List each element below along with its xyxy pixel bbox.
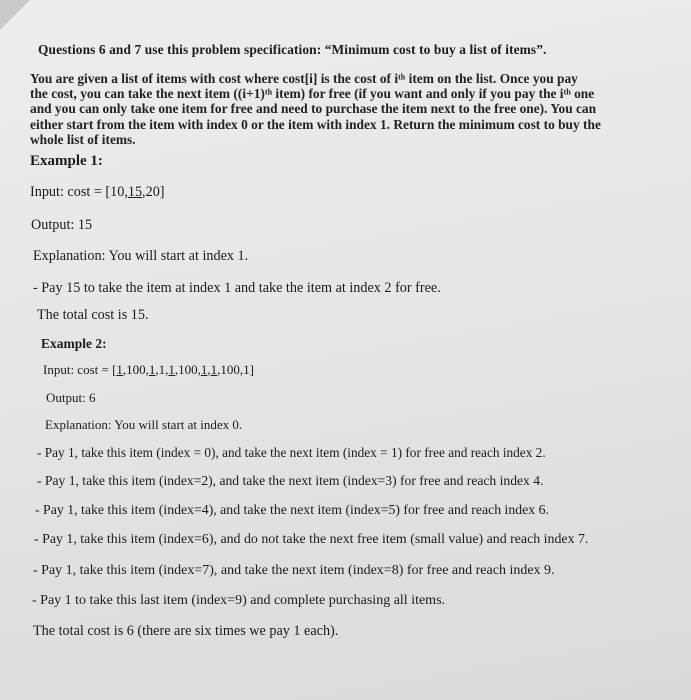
problem-line: either start from the item with index 0 or the item with index 1. Return the minimum cost to buy the: [30, 116, 601, 132]
intro-heading: Questions 6 and 7 use this problem specification: “Minimum cost to buy a list of items”.: [38, 42, 547, 57]
example1-output: Output: 15: [31, 217, 93, 233]
example1-input: Input: cost = [10,15,20]: [30, 184, 165, 200]
problem-line: whole list of items.: [30, 131, 136, 147]
example1-total: The total cost is 15.: [37, 307, 149, 323]
example2-total: The total cost is 6 (there are six times we pay 1 each).: [33, 623, 339, 639]
problem-line: and you can only take one item for free and need to purchase the item next to the free one). You can: [30, 101, 597, 117]
example1-explanation: Explanation: You will start at index 1.: [33, 248, 249, 264]
example2-step: - Pay 1 to take this last item (index=9) and complete purchasing all items.: [32, 593, 446, 608]
problem-paragraph: [30, 71, 650, 147]
page-fold-corner: [0, 0, 30, 30]
example2-output: Output: 6: [46, 390, 96, 405]
problem-line: the cost, you can take the next item ((i+1)ᵗʰ item) for free (if you want and only if you pay the iᵗʰ one: [30, 86, 595, 102]
example2-step: - Pay 1, take this item (index=7), and take the next item (index=8) for free and reach index 9.: [33, 563, 555, 578]
example2-step: - Pay 1, take this item (index=4), and take the next item (index=5) for free and reach index 6.: [35, 502, 549, 517]
example2-title: Example 2:: [41, 336, 107, 351]
example1-title: Example 1:: [30, 153, 103, 169]
example2-explanation: Explanation: You will start at index 0.: [45, 417, 243, 432]
example2-input: Input: cost = [1,100,1,1,1,100,1,1,100,1]: [43, 362, 254, 377]
example2-step: - Pay 1, take this item (index=2), and take the next item (index=3) for free and reach index 4.: [37, 473, 544, 488]
example1-step: - Pay 15 to take the item at index 1 and take the item at index 2 for free.: [33, 280, 441, 296]
example2-step: - Pay 1, take this item (index = 0), and take the next item (index = 1) for free and reach index 2.: [37, 445, 546, 460]
problem-line: You are given a list of items with cost where cost[i] is the cost of iᵗʰ item on the list. Once you pay: [30, 71, 578, 86]
example2-step: - Pay 1, take this item (index=6), and do not take the next free item (small value) and reach index 7.: [34, 532, 589, 547]
